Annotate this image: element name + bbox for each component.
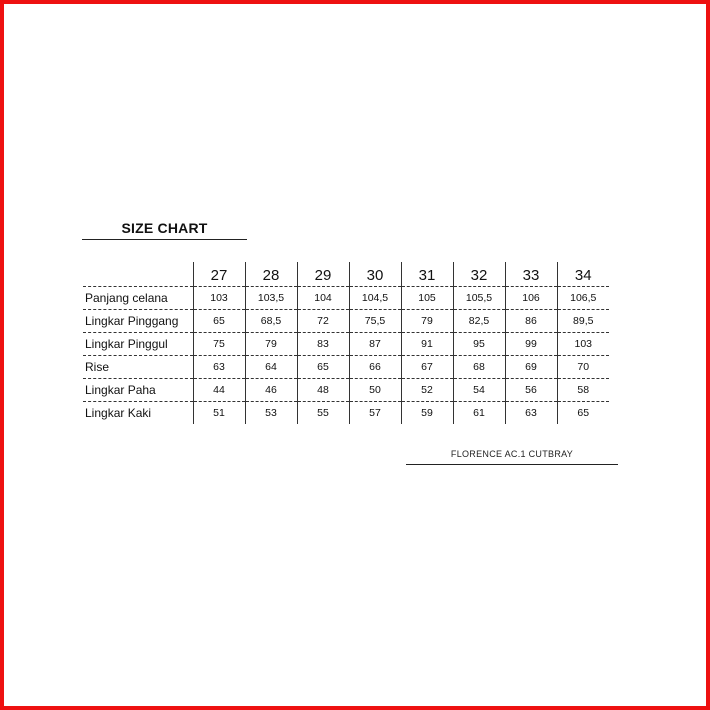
- table-cell: 104: [297, 287, 349, 310]
- header-blank-cell: [83, 262, 193, 287]
- size-header-cell: 27: [193, 262, 245, 287]
- table-cell: 44: [193, 379, 245, 402]
- table-cell: 57: [349, 402, 401, 425]
- table-cell: 99: [505, 333, 557, 356]
- table-cell: 104,5: [349, 287, 401, 310]
- table-cell: 67: [401, 356, 453, 379]
- table-row: [83, 310, 609, 333]
- title-underline: [82, 239, 247, 240]
- table-cell: 91: [401, 333, 453, 356]
- table-cell: 48: [297, 379, 349, 402]
- table-cell: 105: [401, 287, 453, 310]
- row-label: Panjang celana: [83, 287, 193, 310]
- table-cell: 56: [505, 379, 557, 402]
- table-cell: 106,5: [557, 287, 609, 310]
- table-cell: 75: [193, 333, 245, 356]
- table-row: [83, 379, 609, 402]
- table-row: [83, 402, 609, 425]
- table-cell: 64: [245, 356, 297, 379]
- table-cell: 79: [401, 310, 453, 333]
- table-cell: 65: [297, 356, 349, 379]
- table-row: [83, 356, 609, 379]
- size-chart-table: [83, 262, 609, 424]
- size-header-cell: 29: [297, 262, 349, 287]
- row-label: Lingkar Kaki: [85, 406, 152, 420]
- row-label: Lingkar Pinggang: [83, 310, 193, 333]
- table-cell: 70: [557, 356, 609, 379]
- table-cell: 106: [505, 287, 557, 310]
- size-header-cell: 30: [349, 262, 401, 287]
- table-cell: 82,5: [453, 310, 505, 333]
- table-cell: 58: [557, 379, 609, 402]
- size-header-cell: 32: [453, 262, 505, 287]
- table-cell: 63: [505, 402, 557, 425]
- table-cell: 105,5: [453, 287, 505, 310]
- size-header-row: [83, 262, 609, 287]
- table-cell: 68,5: [245, 310, 297, 333]
- table-cell: 89,5: [557, 310, 609, 333]
- size-header-cell: 33: [505, 262, 557, 287]
- table-row: [83, 287, 609, 310]
- table-cell: 55: [297, 402, 349, 425]
- table-cell: 65: [557, 402, 609, 425]
- table-cell: 65: [193, 310, 245, 333]
- table-cell: 68: [453, 356, 505, 379]
- row-label: Lingkar Pinggul: [83, 333, 193, 356]
- table-row: [83, 333, 609, 356]
- table-cell: 103: [557, 333, 609, 356]
- table-cell: 86: [505, 310, 557, 333]
- table-cell: 66: [349, 356, 401, 379]
- size-header-cell: 28: [245, 262, 297, 287]
- size-header-cell: 31: [401, 262, 453, 287]
- table-cell: 79: [245, 333, 297, 356]
- table-cell: 87: [349, 333, 401, 356]
- table-cell: 52: [401, 379, 453, 402]
- table-cell: 46: [245, 379, 297, 402]
- table-cell: 50: [349, 379, 401, 402]
- table-cell: 51: [193, 402, 245, 425]
- row-label: Rise: [83, 356, 193, 379]
- table-cell: 103: [193, 287, 245, 310]
- table-cell: 69: [505, 356, 557, 379]
- table-cell: 103,5: [245, 287, 297, 310]
- table-cell: 59: [401, 402, 453, 425]
- table-cell: 63: [193, 356, 245, 379]
- model-name: FLORENCE AC.1 CUTBRAY: [450, 449, 574, 459]
- model-name-underline: [406, 464, 618, 465]
- size-header-cell: 34: [557, 262, 609, 287]
- table-cell: 83: [297, 333, 349, 356]
- table-cell: 53: [245, 402, 297, 425]
- row-label: Lingkar Paha: [83, 379, 193, 402]
- table-cell: 54: [453, 379, 505, 402]
- table-cell: 75,5: [349, 310, 401, 333]
- table-cell: 95: [453, 333, 505, 356]
- table-cell: 72: [297, 310, 349, 333]
- size-chart-title: SIZE CHART: [121, 220, 208, 236]
- table-cell: 61: [453, 402, 505, 425]
